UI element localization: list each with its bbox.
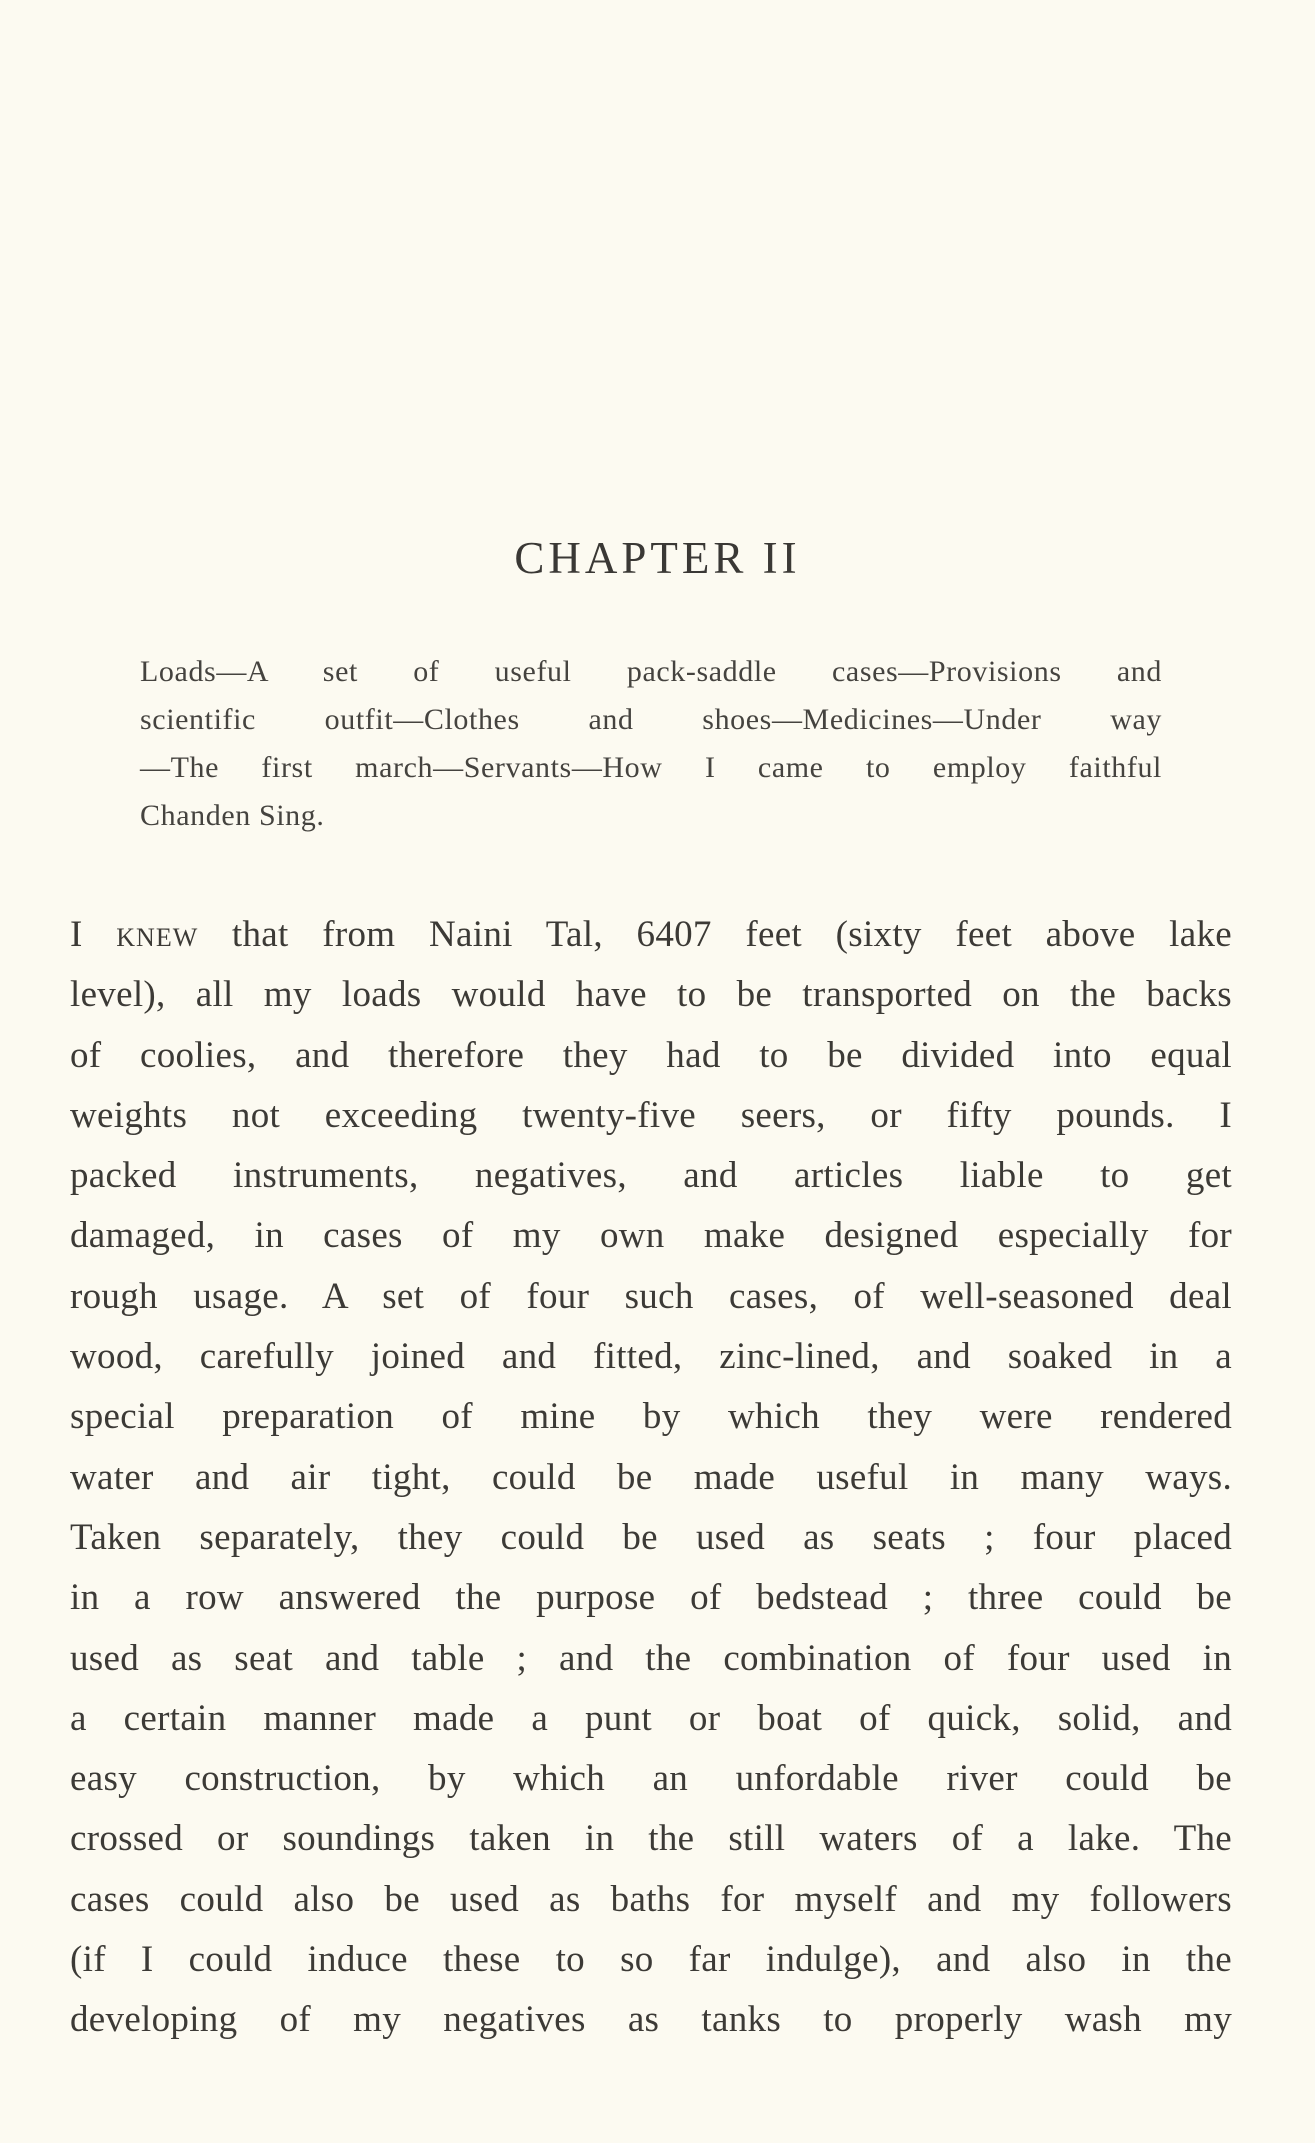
body-line: a certain manner made a punt or boat of quick, solid, and xyxy=(70,1697,1232,1739)
body-first-line xyxy=(70,905,1232,965)
body-line: crossed or soundings taken in the still waters of a lake. The xyxy=(70,1818,1232,1860)
body-line: weights not exceeding twenty-five seers, or fifty pounds. I xyxy=(70,1094,1232,1136)
body-line: packed instruments, negatives, and articles liable to get xyxy=(70,1155,1232,1197)
first-line-rest: that from Naini Tal, 6407 feet (sixty feet above lake xyxy=(198,914,1232,955)
first-word: I xyxy=(70,914,83,955)
summary-line: scientific outfit—Clothes and shoes—Medicines—Under way xyxy=(140,703,1162,736)
body-text xyxy=(70,905,1232,2051)
body-line: (if I could induce these to so far indulge), and also in the xyxy=(70,1939,1232,1981)
body-line: in a row answered the purpose of bedstead ; three could be xyxy=(70,1577,1232,1619)
body-line: damaged, in cases of my own make designed especially for xyxy=(70,1215,1232,1257)
body-line: developing of my negatives as tanks to properly wash my xyxy=(70,1999,1232,2041)
body-line: cases could also be used as baths for myself and my followers xyxy=(70,1878,1232,1920)
body-line: used as seat and table ; and the combination of four used in xyxy=(70,1637,1232,1679)
body-line: easy construction, by which an unfordable river could be xyxy=(70,1758,1232,1800)
body-line: water and air tight, could be made useful in many ways. xyxy=(70,1456,1232,1498)
summary-line: —The first march—Servants—How I came to employ faithful xyxy=(140,751,1162,784)
summary-line: Chanden Sing. xyxy=(140,799,325,832)
body-line: wood, carefully joined and fitted, zinc-lined, and soaked in a xyxy=(70,1336,1232,1378)
first-word-caps: knew xyxy=(116,914,199,955)
body-line: rough usage. A set of four such cases, of well-seasoned deal xyxy=(70,1275,1232,1317)
chapter-summary xyxy=(140,648,1162,840)
body-line: Taken separately, they could be used as seats ; four placed xyxy=(70,1516,1232,1558)
body-line: level), all my loads would have to be transported on the backs xyxy=(70,974,1232,1016)
summary-line: Loads—A set of useful pack-saddle cases—Provisions and xyxy=(140,655,1162,688)
body-line: special preparation of mine by which they were rendered xyxy=(70,1396,1232,1438)
body-line: of coolies, and therefore they had to be divided into equal xyxy=(70,1034,1232,1076)
chapter-title: CHAPTER II xyxy=(514,533,801,583)
